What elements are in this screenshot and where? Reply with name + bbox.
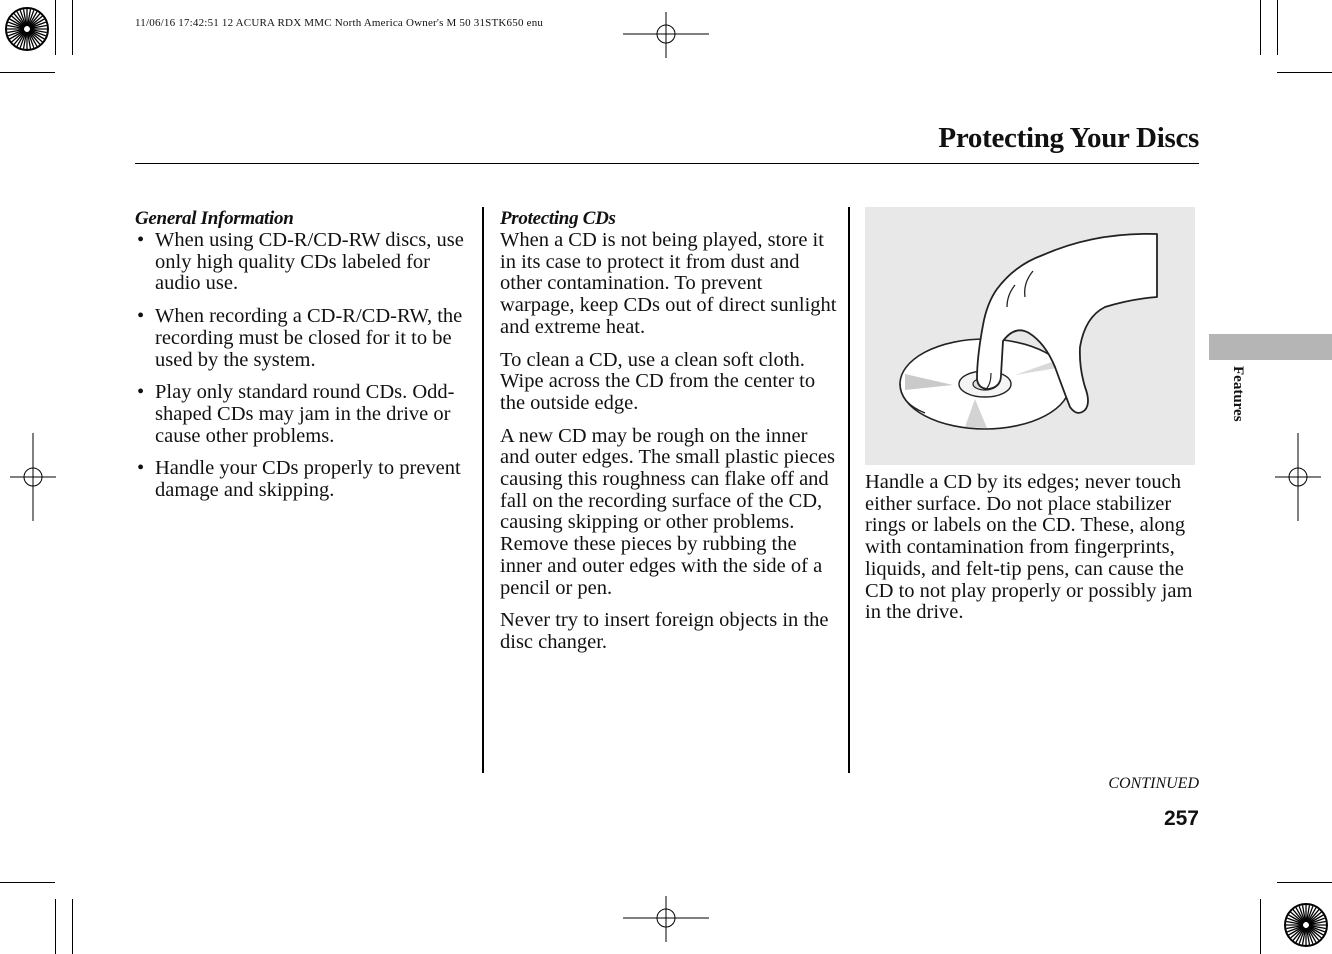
continued-label: CONTINUED xyxy=(1108,775,1199,792)
section-heading: Protecting CDs xyxy=(500,208,616,229)
crosshair-icon xyxy=(620,12,712,58)
column-divider xyxy=(848,207,850,773)
list-item: • Handle your CDs properly to prevent damage and skipping. xyxy=(137,457,461,502)
paragraph: To clean a CD, use a clean soft cloth. Wipe across the CD from the center to the outside edge. xyxy=(500,348,816,414)
bullet-icon: • xyxy=(137,381,145,404)
registration-target-icon xyxy=(1277,897,1332,953)
section-tab-label: Features xyxy=(1230,366,1246,422)
list-item: • Play only standard round CDs. Odd-shaped CDs may jam in the drive or cause other problems. xyxy=(137,381,455,447)
disc-handling-caption-section xyxy=(865,472,1199,635)
hand-holding-cd-illustration xyxy=(865,207,1195,465)
crosshair-icon xyxy=(1275,433,1321,521)
bullet-icon: • xyxy=(137,305,145,328)
general-information-section xyxy=(135,208,471,513)
list-item: • When recording a CD-R/CD-RW, the recording must be closed for it to be used by the system. xyxy=(137,305,463,371)
crosshair-icon xyxy=(10,433,56,521)
section-tab xyxy=(1209,334,1332,360)
paragraph: Never try to insert foreign objects in the disc changer. xyxy=(500,609,829,653)
crosshair-icon xyxy=(620,896,712,942)
list-item: • When using CD-R/CD-RW discs, use only high quality CDs labeled for audio use. xyxy=(137,229,464,295)
figure-caption: Handle a CD by its edges; never touch either surface. Do not place stabilizer rings or labels on the CD. These, along with contamination from fingerprints, liquids, and felt-tip pens, can cause the CD to not play properly or possibly jam in the drive. xyxy=(865,471,1193,624)
hand-holding-cd-icon xyxy=(865,207,1195,465)
bullet-list xyxy=(135,230,471,502)
page-title: Protecting Your Discs xyxy=(938,122,1199,154)
bullet-icon: • xyxy=(137,229,145,251)
column-divider xyxy=(482,207,484,773)
print-job-line: 11/06/16 17:42:51 12 ACURA RDX MMC North America Owner's M 50 31STK650 enu xyxy=(135,17,544,29)
protecting-cds-section xyxy=(500,208,838,665)
title-rule xyxy=(135,163,1199,164)
page-number: 257 xyxy=(1163,807,1199,830)
registration-target-icon xyxy=(0,0,56,56)
paragraph: When a CD is not being played, store it in its case to protect it from dust and other contamination. To prevent warpage, keep CDs out of direct sunlight and extreme heat. xyxy=(500,229,837,338)
bullet-icon: • xyxy=(137,457,145,480)
section-heading: General Information xyxy=(135,208,294,229)
paragraph: A new CD may be rough on the inner and outer edges. The small plastic pieces causing this roughness can flake off and fall on the recording surface of the CD, causing skipping or other problems. Remove these pieces by rubbing the inner and outer edges with the side of a pencil or pen. xyxy=(500,424,835,599)
